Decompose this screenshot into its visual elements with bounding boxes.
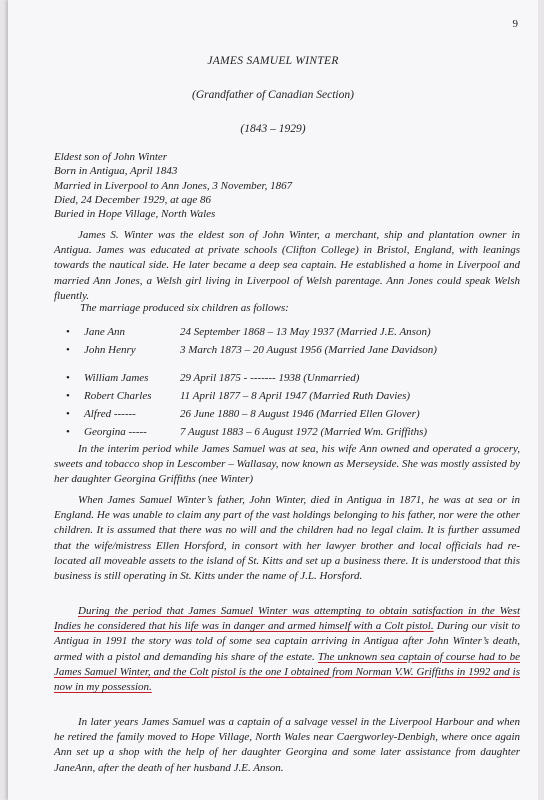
page-subtitle: (Grandfather of Canadian Section): [192, 89, 354, 101]
bio-line: Eldest son of John Winter: [54, 151, 168, 163]
bio-line: Born in Antigua, April 1843: [54, 165, 178, 178]
child-dates: 24 September 1868 – 13 May 1937 (Married J.E. Anson): [180, 326, 431, 338]
bio-summary: [54, 150, 292, 221]
paragraph-colt-pistol: [54, 604, 520, 695]
child-dates: 26 June 1880 – 8 August 1946 (Married Ellen Glover): [180, 408, 420, 420]
list-item: [66, 344, 526, 372]
page-number: 9: [512, 18, 518, 30]
document-page: [8, 0, 538, 800]
bullet-icon: •: [66, 344, 70, 356]
bullet-icon: •: [66, 372, 70, 384]
child-name: Georgina -----: [84, 426, 147, 438]
child-name: Alfred ------: [84, 408, 136, 420]
paragraph-later-years: In later years James Samuel was a captain of a salvage vessel in the Liverpool Harbour and when he retired the family moved to Hope Village, North Wales near Caergworley-Denbigh, where once again Ann set up a shop with the help of her daughter Georgina and some later assistance from daughter JaneAnn, after the death of her husband J.E. Anson.: [54, 716, 520, 774]
page-title: JAMES SAMUEL WINTER: [207, 55, 339, 67]
child-dates: 11 April 1877 – 8 April 1947 (Married Ruth Davies): [180, 390, 411, 402]
list-item: [66, 408, 526, 426]
underlined-passage: The unknown sea captain of course had to be James Samuel Winter, and the Colt pistol is the one I obtained from Norman V.W. Griffiths in 1992 and is now in my possession.: [54, 650, 520, 694]
child-name: William James: [84, 372, 149, 384]
paragraph-intro: James S. Winter was the eldest son of John Winter, a merchant, ship and plantation owner in Antigua. James was educated at private schools (Clifton College) in Bristol, England, with leanings towards the nautical side. He later became a deep sea captain. He established a home in Liverpool and married Ann Jones, a Welsh girl living in Liverpool of Welsh parentage. Ann Jones could speak Welsh fluently.: [54, 229, 520, 302]
children-list: [66, 326, 526, 444]
bullet-icon: •: [66, 326, 70, 338]
bio-line: Married in Liverpool to Ann Jones, 3 November, 1867: [54, 179, 293, 192]
child-name: Robert Charles: [84, 390, 152, 402]
marriage-intro: The marriage produced six children as follows:: [80, 302, 289, 314]
list-item: [66, 390, 526, 408]
list-item: [66, 372, 526, 390]
underlined-passage: During the period that James Samuel Winter was attempting to obtain satisfaction in the West Indies he considered that his life was in danger and armed himself with a Colt pistol.: [54, 605, 520, 633]
bullet-icon: •: [66, 426, 70, 438]
paragraph-text: During our visit to Antigua in 1991 the story was told of some sea captain arriving in Antigua after John Winter’s death, armed with a pistol and demanding his share of the estate.: [54, 620, 520, 663]
life-dates: (1843 – 1929): [240, 123, 306, 135]
child-dates: 3 March 1873 – 20 August 1956 (Married Jane Davidson): [180, 344, 437, 356]
child-name: Jane Ann: [84, 326, 126, 338]
child-dates: 29 April 1875 - ------- 1938 (Unmarried): [180, 372, 360, 384]
child-dates: 7 August 1883 – 6 August 1972 (Married Wm. Griffiths): [180, 426, 428, 438]
bio-line: Died, 24 December 1929, at age 86: [54, 193, 212, 206]
paragraph-shop: In the interim period while James Samuel was at sea, his wife Ann owned and operated a grocery, sweets and tobacco shop in Lescomber – Wallasay, now known as Merseyside. She was mostly assisted by her daughter Georgina Griffiths (nee Winter): [54, 443, 520, 486]
paragraph-inheritance: When James Samuel Winter’s father, John Winter, died in Antigua in 1871, he was at sea or in England. He was unable to claim any part of the vast holdings belonging to his father, nor were the other children. It is assumed that there was no will and the children had no legal claim. It is further assumed that the wife/mistress Ellen Horsford, in consort with her lawyer brother and local officials had re-located all moveable assets to the island of St. Kitts and set up a business there. It is understood that this business is still operating in St. Kitts under the name of J.L. Horsford.: [54, 494, 520, 583]
bullet-icon: •: [66, 408, 70, 420]
bullet-icon: •: [66, 390, 70, 402]
child-name: John Henry: [84, 344, 136, 356]
bio-line: Buried in Hope Village, North Wales: [54, 208, 216, 221]
list-item: [66, 326, 526, 344]
